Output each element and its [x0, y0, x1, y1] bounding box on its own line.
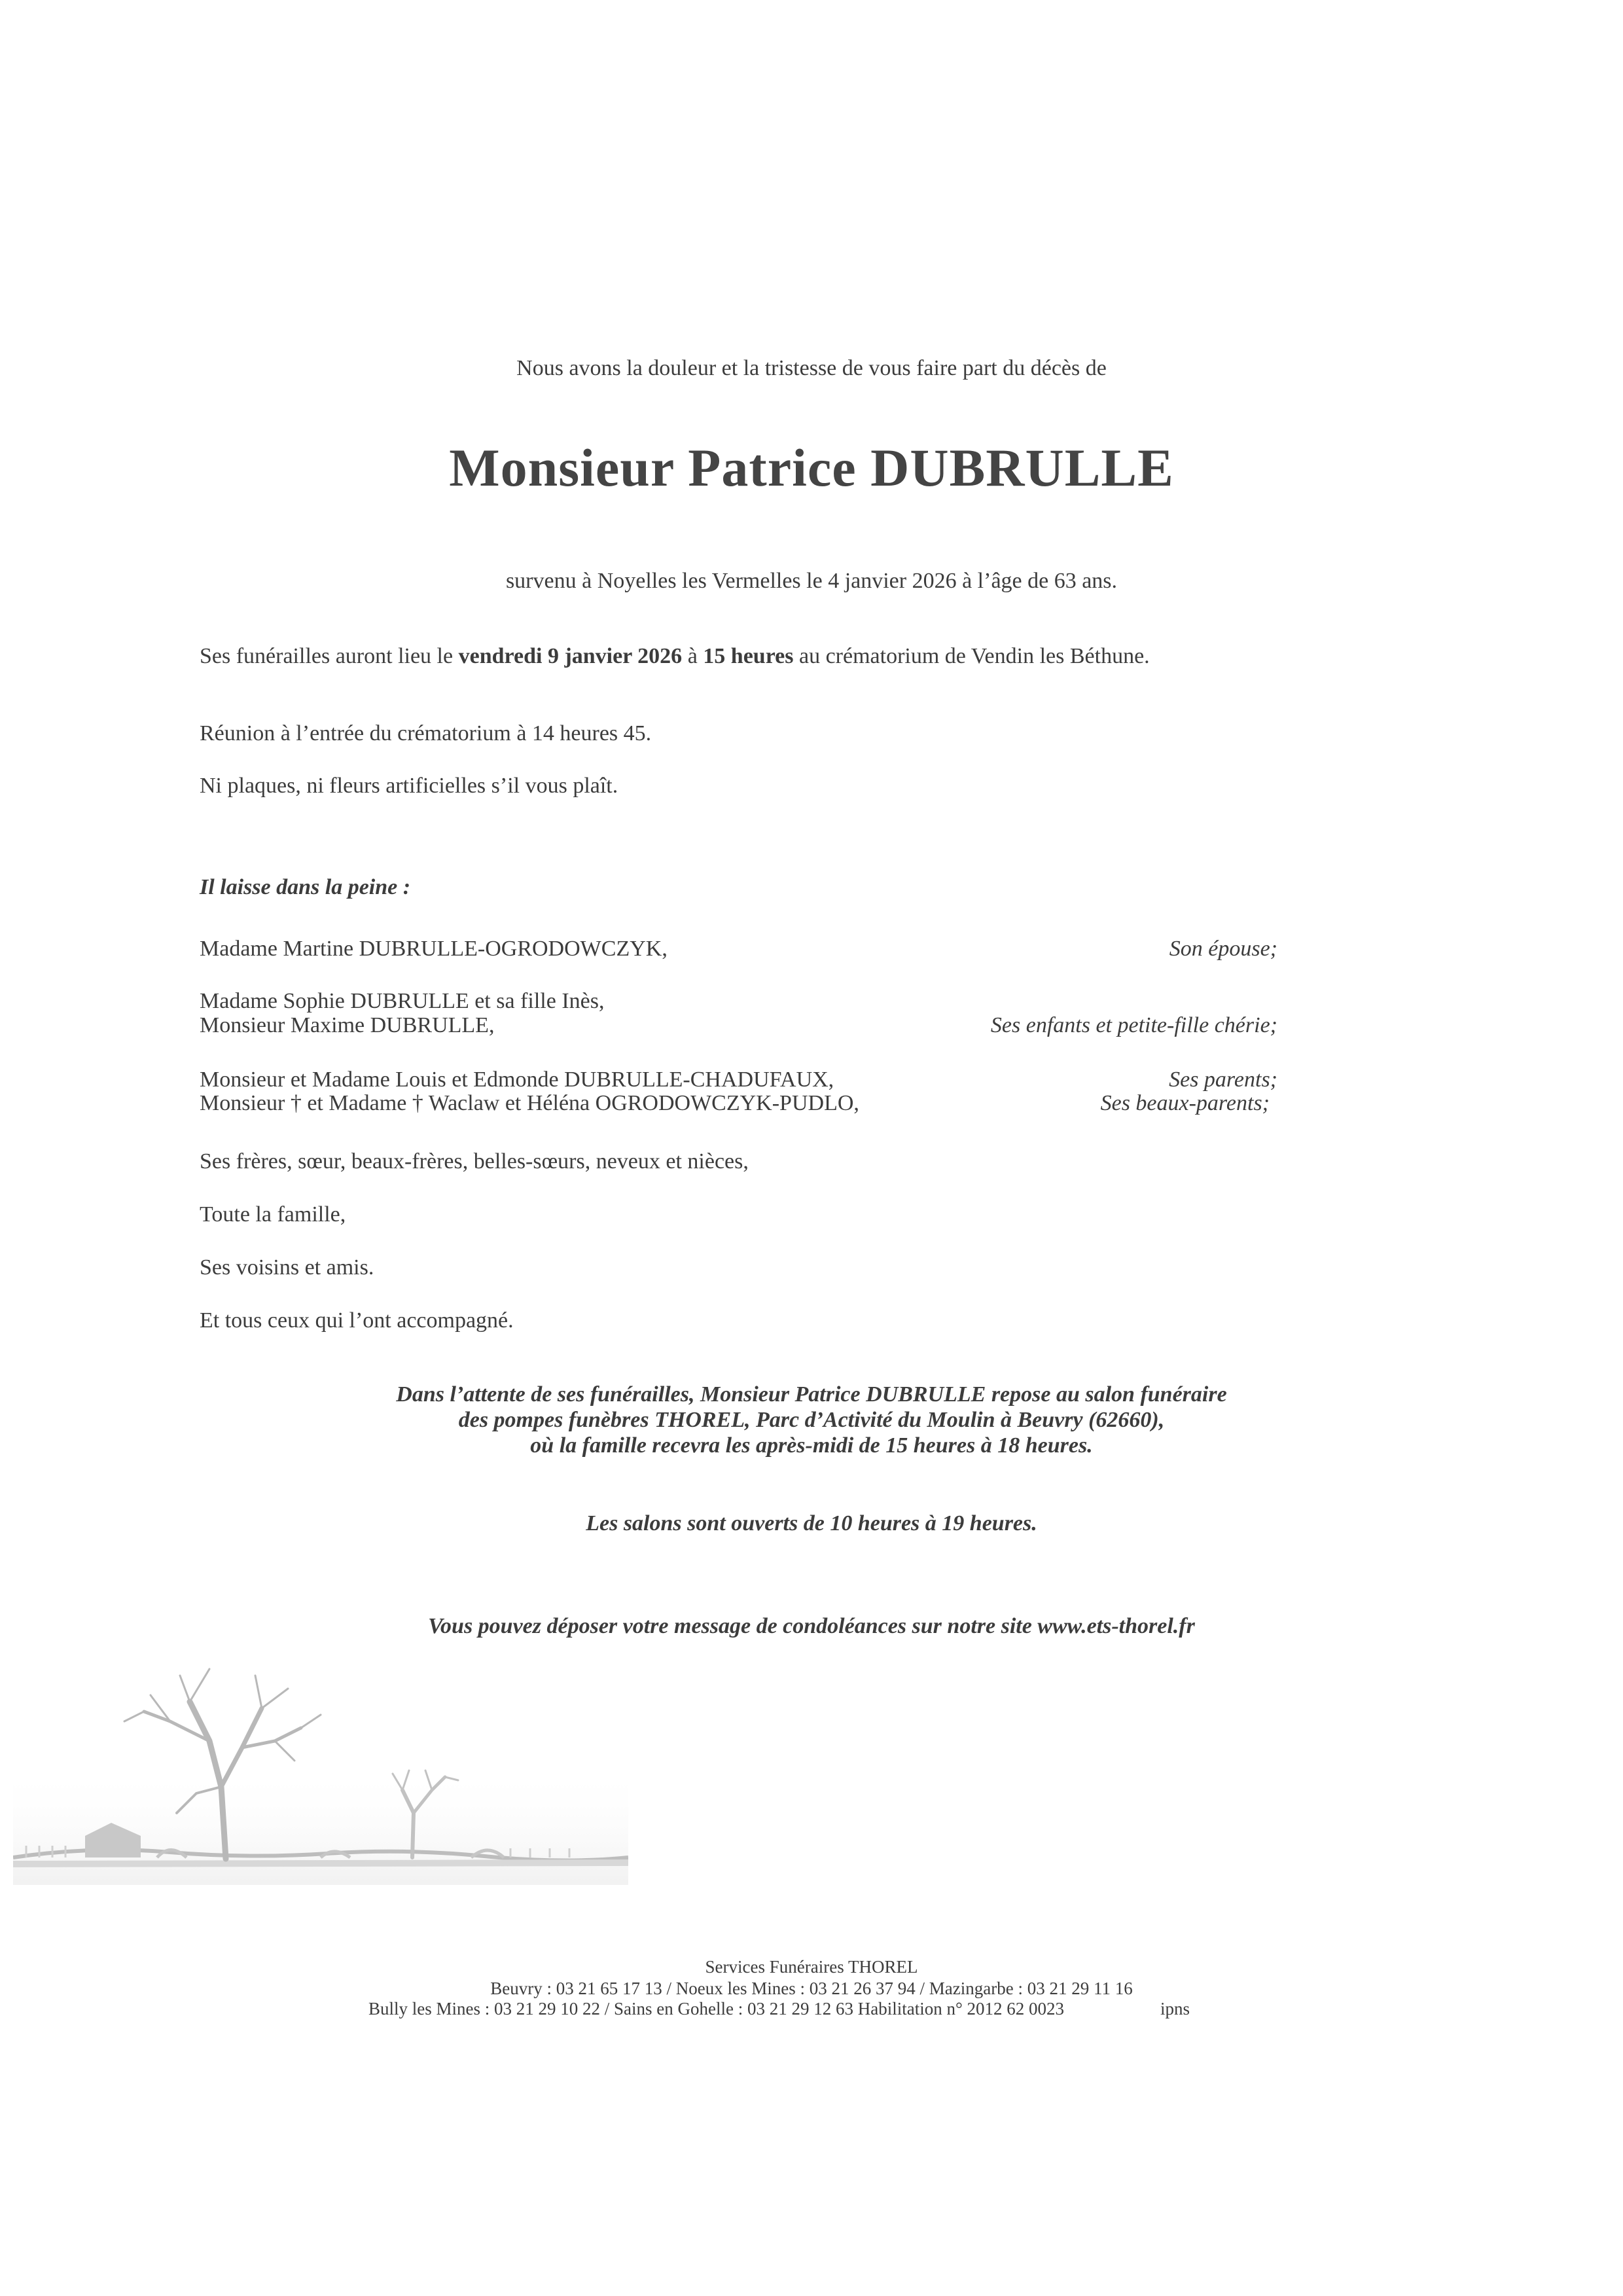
family-inlaws-name: Monsieur † et Madame † Waclaw et Héléna OGRODOWCZYK-PUDLO,: [200, 1091, 859, 1115]
no-plaques-text: Ni plaques, ni fleurs artificielles s’il vous plaît.: [200, 774, 618, 798]
condolences-text: Vous pouvez déposer votre message de condoléances sur notre site www.ets-thorel.fr: [428, 1614, 1195, 1638]
others-line-2: Toute la famille,: [200, 1202, 346, 1227]
footer-company: Services Funéraires THOREL: [705, 1957, 918, 1977]
meeting-text: Réunion à l’entrée du crématorium à 14 heures 45.: [200, 721, 652, 745]
funeral-pre: Ses funérailles auront lieu le: [200, 644, 459, 668]
winter-landscape-illustration: [13, 1649, 628, 1885]
family-parents-relation: Ses parents;: [1169, 1067, 1277, 1092]
family-spouse-relation: Son épouse;: [1169, 937, 1277, 961]
footer-line-1: Beuvry : 03 21 65 17 13 / Noeux les Mines : 03 21 26 37 94 / Mazingarbe : 03 21 29 11 16: [490, 1979, 1133, 1998]
notice-line-1: Dans l’attente de ses funérailles, Monsieur Patrice DUBRULLE repose au salon funéraire: [396, 1382, 1227, 1407]
family-children-relation: Ses enfants et petite-fille chérie;: [990, 1013, 1277, 1037]
footer-line-2: Bully les Mines : 03 21 29 10 22 / Sains en Gohelle : 03 21 29 12 63 Habilitation n° 2012 62 0023: [368, 1999, 1064, 2018]
notice-line-3: où la famille recevra les après-midi de 15 heures à 18 heures.: [530, 1433, 1093, 1458]
others-line-1: Ses frères, sœur, beaux-frères, belles-sœurs, neveux et nièces,: [200, 1149, 749, 1174]
footer-ipns-tag: ipns: [1160, 1999, 1190, 2018]
others-line-3: Ses voisins et amis.: [200, 1255, 374, 1280]
notice-line-2: des pompes funèbres THOREL, Parc d’Activité du Moulin à Beuvry (62660),: [458, 1408, 1165, 1432]
salons-hours: Les salons sont ouverts de 10 heures à 19 heures.: [586, 1511, 1037, 1535]
family-child-2: Monsieur Maxime DUBRULLE,: [200, 1013, 495, 1037]
leaves-heading: Il laisse dans la peine :: [200, 875, 411, 899]
intro-text: Nous avons la douleur et la tristesse de vous faire part du décès de: [516, 356, 1107, 380]
funeral-date: vendredi 9 janvier 2026: [458, 644, 683, 668]
family-inlaws-relation: Ses beaux-parents;: [1100, 1091, 1270, 1115]
others-line-4: Et tous ceux qui l’ont accompagné.: [200, 1308, 514, 1333]
funeral-details: [200, 643, 1150, 670]
death-details: survenu à Noyelles les Vermelles le 4 janvier 2026 à l’âge de 63 ans.: [505, 569, 1118, 593]
deceased-name: Monsieur Patrice DUBRULLE: [449, 438, 1174, 497]
family-child-1: Madame Sophie DUBRULLE et sa fille Inès,: [200, 989, 605, 1013]
funeral-time: 15 heures: [703, 644, 794, 668]
funeral-mid: à: [682, 644, 704, 668]
family-parents-name: Monsieur et Madame Louis et Edmonde DUBRULLE-CHADUFAUX,: [200, 1067, 834, 1092]
funeral-post: au crématorium de Vendin les Béthune.: [793, 644, 1150, 668]
family-spouse-name: Madame Martine DUBRULLE-OGRODOWCZYK,: [200, 937, 668, 961]
